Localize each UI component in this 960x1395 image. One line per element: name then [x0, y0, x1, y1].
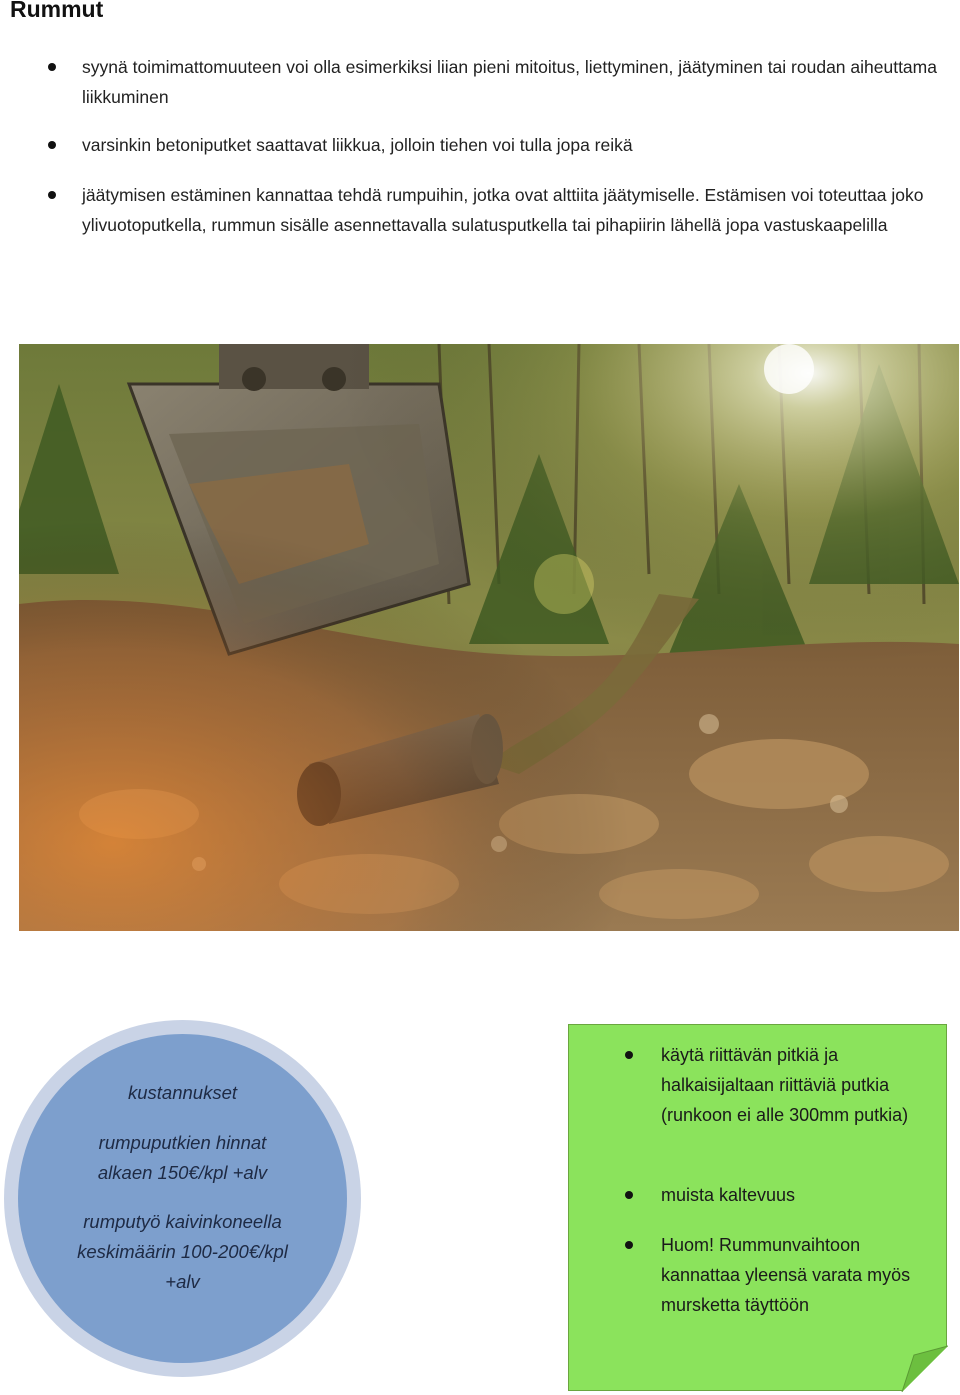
culvert-excavation-photo: [19, 344, 959, 931]
note-text: muista kaltevuus: [661, 1185, 796, 1205]
bullet-text: jäätymisen estäminen kannattaa tehdä rumpuihin, jotka ovat alttiita jäätymiselle. Estämisen voi toteuttaa joko ylivuotoputkella, rummun sisälle asennettavalla sulatusputkella tai pihapiirin lähellä jopa vastuskaapelilla: [82, 185, 924, 235]
bullet-icon: [48, 63, 56, 71]
bullet-text: varsinkin betoniputket saattavat liikkua, jolloin tiehen voi tulla jopa reikä: [82, 135, 633, 155]
cost-line: alkaen 150€/kpl +alv: [97, 1162, 268, 1183]
note-text: Huom! Rummunvaihtoon kannattaa yleensä varata myös mursketta täyttöön: [661, 1235, 911, 1315]
cost-line: +alv: [165, 1271, 200, 1292]
cost-line: rumpuputkien hinnat: [98, 1132, 267, 1153]
page-title: Rummut: [10, 0, 104, 22]
cost-heading: kustannukset: [127, 1082, 237, 1103]
bullet-icon: [48, 191, 56, 199]
bullet-text: syynä toimimattomuuteen voi olla esimerkiksi liian pieni mitoitus, liettyminen, jäätyminen tai roudan aiheuttama liikkuminen: [82, 57, 937, 107]
cost-line: keskimäärin 100-200€/kpl: [77, 1241, 288, 1262]
bullet-icon: [625, 1191, 633, 1199]
photo-illustration: [19, 344, 959, 931]
bullet-icon: [625, 1051, 633, 1059]
bullet-icon: [48, 141, 56, 149]
tips-sticky-note: [568, 1024, 947, 1391]
bullet-icon: [625, 1241, 633, 1249]
cost-line: rumputyö kaivinkoneella: [83, 1211, 282, 1232]
note-text: käytä riittävän pitkiä ja halkaisijaltaan riittäviä putkia (runkoon ei alle 300mm putkia): [661, 1045, 909, 1125]
